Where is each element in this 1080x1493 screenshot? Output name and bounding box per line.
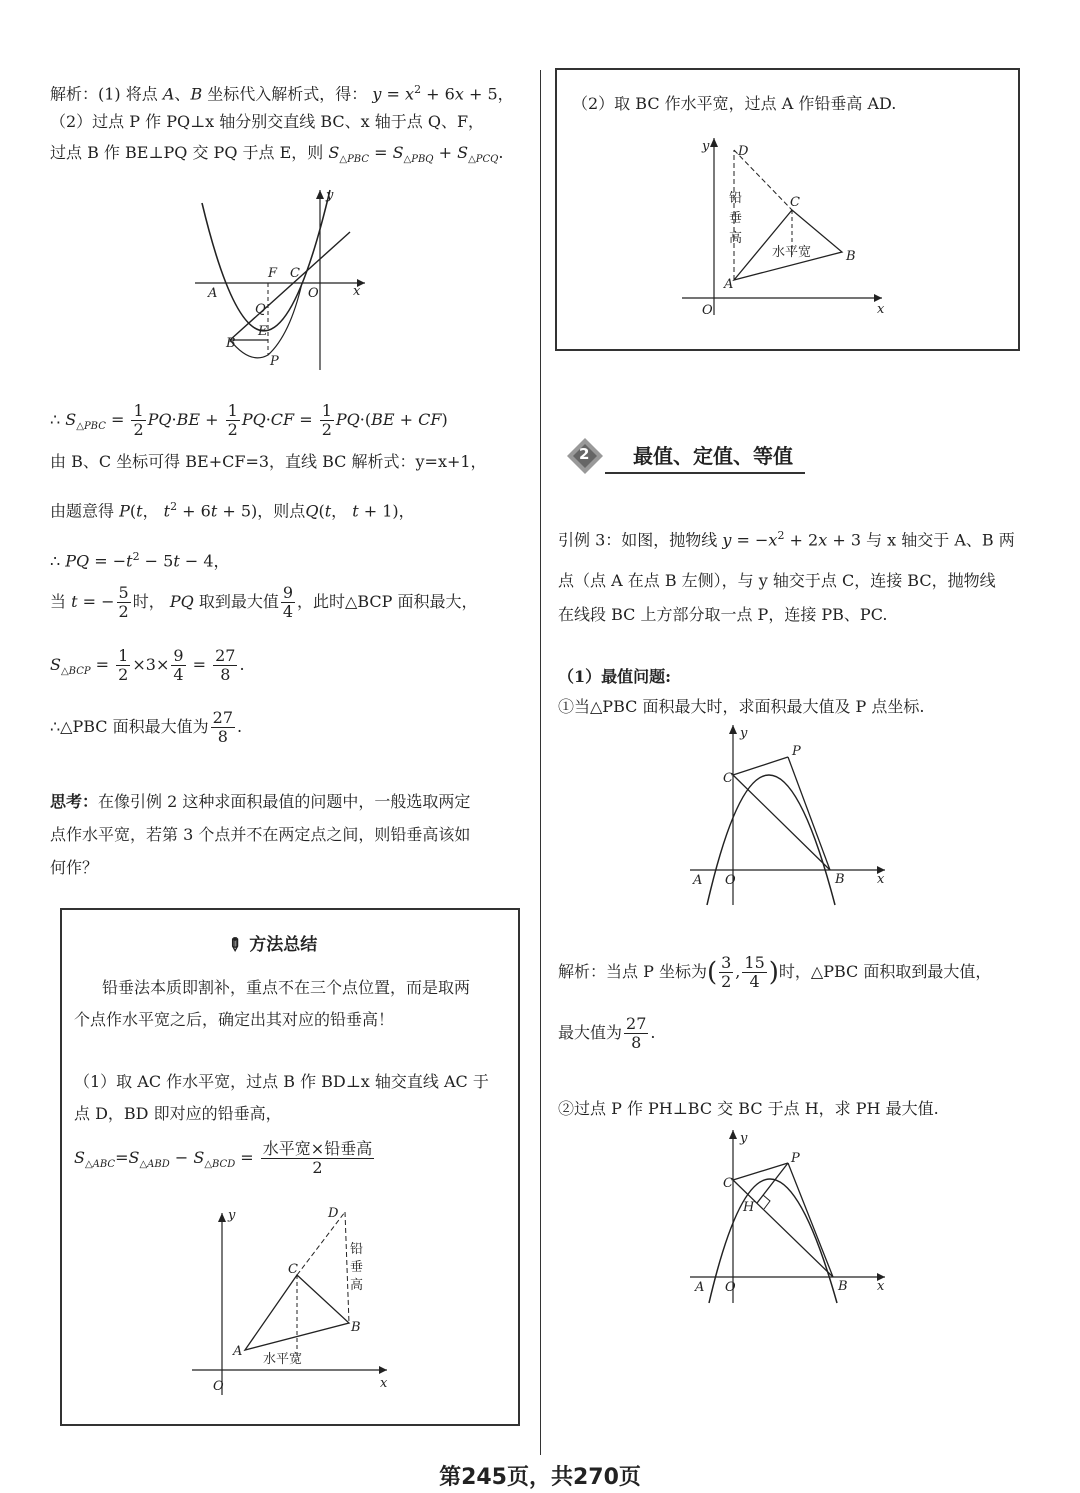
svg-text:C: C	[288, 1262, 298, 1277]
svg-text:O: O	[308, 286, 319, 301]
method-box-2	[555, 68, 1020, 351]
example3-line-1: 引例 3：如图，抛物线 $y = -x^2 + 2x + 3$ 与 x 轴交于 A、B 两	[558, 529, 1015, 550]
svg-text:D: D	[738, 144, 749, 159]
solution-line-5: 由 B、C 坐标可得 BE+CF=3，直线 BC 解析式：y=x+1，	[50, 452, 487, 471]
think-line-3: 何作？	[50, 858, 99, 877]
svg-text:B: B	[838, 1279, 848, 1294]
label-qian-2: 铅	[729, 191, 743, 206]
parabola-figure-4	[685, 1125, 895, 1305]
svg-text:y: y	[228, 1208, 236, 1223]
question1-part2: ②过点 P 作 PH⊥BC 交 BC 于点 H，求 PH 最大值.	[558, 1099, 939, 1118]
svg-text:H: H	[743, 1200, 755, 1215]
solution-line-10: ∴△PBC 面积最大值为 $\frac{27}{8}$ .	[50, 708, 243, 746]
svg-text:x: x	[877, 302, 885, 317]
example3-line-3: 在线段 BC 上方部分取一点 P，连接 PB、PC.	[558, 605, 888, 624]
svg-text:y: y	[740, 726, 748, 741]
section-title: 最值、定值、等值	[633, 444, 793, 468]
svg-text:y: y	[740, 1131, 748, 1146]
solution-line-2: （2）过点 P 作 PQ⊥x 轴分别交直线 BC、x 轴于点 Q、F，	[50, 112, 485, 131]
svg-text:C: C	[790, 195, 800, 210]
method-p1a: 铅垂法本质即割补，重点不在三个点位置，而是取两	[102, 978, 471, 997]
svg-text:B: B	[351, 1320, 361, 1335]
svg-text:C: C	[723, 771, 733, 786]
column-divider	[540, 70, 541, 1455]
think-line-1: 思考：在像引例 2 这种求面积最值的问题中，一般选取两定	[50, 792, 471, 811]
svg-text:F: F	[268, 266, 278, 281]
svg-text:A: A	[233, 1344, 243, 1359]
method-title: ✎ 方法总结	[222, 932, 318, 958]
question1-part1: ①当△PBC 面积最大时，求面积最大值及 P 点坐标.	[558, 697, 925, 716]
svg-text:O: O	[213, 1379, 224, 1394]
solution-line-9: $S_{\triangle BCP}$ = $\frac{1}{2}$ ×3× $\frac{9}{4}$ = $\frac{27}{8}$ .	[50, 646, 245, 684]
label-shuipingkuan: 水平宽	[263, 1352, 303, 1367]
svg-text:O: O	[725, 1280, 736, 1295]
answer1-line-1: 解析：当点 P 坐标为( $\frac{3}{2}$ , $\frac{15}{4}$ )时，△PBC 面积取到最大值，	[558, 953, 992, 991]
svg-text:O: O	[725, 873, 736, 888]
answer1-line-2: 最大值为 $\frac{27}{8}$ .	[558, 1014, 656, 1052]
method-summary-box	[60, 908, 520, 1426]
parabola-figure-1	[190, 185, 390, 375]
method-figure-1	[187, 1205, 407, 1405]
area-formula: ∴ $S_{\triangle PBC}$ = $\frac{1}{2}$ PQ·BE + $\frac{1}{2}$ PQ·CF = $\frac{1}{2}$ PQ·(BE + CF)	[50, 401, 448, 439]
svg-text:B: B	[846, 249, 856, 264]
label-chui: 垂	[350, 1260, 364, 1275]
svg-text:A: A	[208, 286, 218, 301]
parabola-figure-3	[685, 720, 895, 910]
svg-text:y: y	[702, 139, 710, 154]
solution-line-1: 解析：(1) 将点 A、B 坐标代入解析式，得： $y = x^2 + 6x + 5$，	[50, 83, 514, 104]
label-chui-2: 垂	[729, 211, 743, 226]
svg-text:C: C	[723, 1176, 733, 1191]
method-p2b: 点 D，BD 即对应的铅垂高，	[74, 1104, 282, 1123]
svg-text:C: C	[290, 266, 300, 281]
box2-text: （2）取 BC 作水平宽，过点 A 作铅垂高 AD.	[572, 94, 897, 113]
svg-text:x: x	[877, 872, 885, 887]
label-shuipingkuan-2: 水平宽	[772, 245, 812, 260]
svg-text:A: A	[693, 873, 703, 888]
svg-text:P: P	[791, 1151, 800, 1166]
solution-line-8: 当 t = − $\frac{5}{2}$ 时， PQ 取到最大值 $\frac{9}{4}$ ，此时△BCP 面积最大，	[50, 583, 478, 621]
svg-text:E: E	[258, 324, 268, 339]
svg-text:y: y	[326, 188, 334, 203]
method-p1b: 个点作水平宽之后，确定出其对应的铅垂高！	[74, 1010, 395, 1029]
svg-text:B: B	[835, 872, 845, 887]
method-figure-2	[672, 130, 892, 320]
svg-text:A: A	[695, 1280, 705, 1295]
pencil-icon: ✎	[222, 932, 247, 958]
svg-text:B: B	[226, 336, 236, 351]
svg-text:x: x	[353, 284, 361, 299]
section-underline	[605, 472, 805, 474]
label-gao: 高	[350, 1278, 364, 1293]
section-header	[565, 436, 805, 476]
method-formula: $S_{\triangle ABC}=S_{\triangle ABD} - S_{\triangle BCD}$ = $\frac{\text{水平宽×铅垂高}}{2}$	[74, 1139, 373, 1177]
solution-line-6: 由题意得 P(t， $t^2 + 6t + 5$)，则点Q(t， t + 1)，	[50, 500, 415, 521]
svg-text:x: x	[877, 1279, 885, 1294]
method-p2a: （1）取 AC 作水平宽，过点 B 作 BD⊥x 轴交直线 AC 于	[74, 1072, 489, 1091]
svg-text:x: x	[380, 1376, 388, 1391]
section-number: 2	[579, 445, 590, 463]
svg-text:O: O	[702, 303, 713, 318]
page-footer: 第245页，共270页	[439, 1465, 641, 1490]
svg-text:P: P	[270, 354, 279, 369]
label-gao-2: 高	[729, 231, 743, 246]
svg-text:P: P	[792, 744, 801, 759]
think-line-2: 点作水平宽，若第 3 个点并不在两定点之间，则铅垂高该如	[50, 825, 471, 844]
svg-text:A: A	[724, 277, 734, 292]
question1-heading: （1）最值问题:	[558, 667, 672, 686]
label-qian: 铅	[350, 1242, 364, 1257]
solution-line-3: 过点 B 作 BE⊥PQ 交 PQ 于点 E，则 $S_{\triangle PBC} = S_{\triangle PBQ} + S_{\triangle PCQ}$.	[50, 143, 504, 166]
example3-line-2: 点（点 A 在点 B 左侧），与 y 轴交于点 C，连接 BC，抛物线	[558, 571, 996, 590]
svg-text:Q: Q	[255, 302, 266, 317]
solution-line-7: ∴ PQ = $-t^2 - 5t - 4$，	[50, 550, 230, 571]
svg-text:D: D	[328, 1206, 339, 1221]
